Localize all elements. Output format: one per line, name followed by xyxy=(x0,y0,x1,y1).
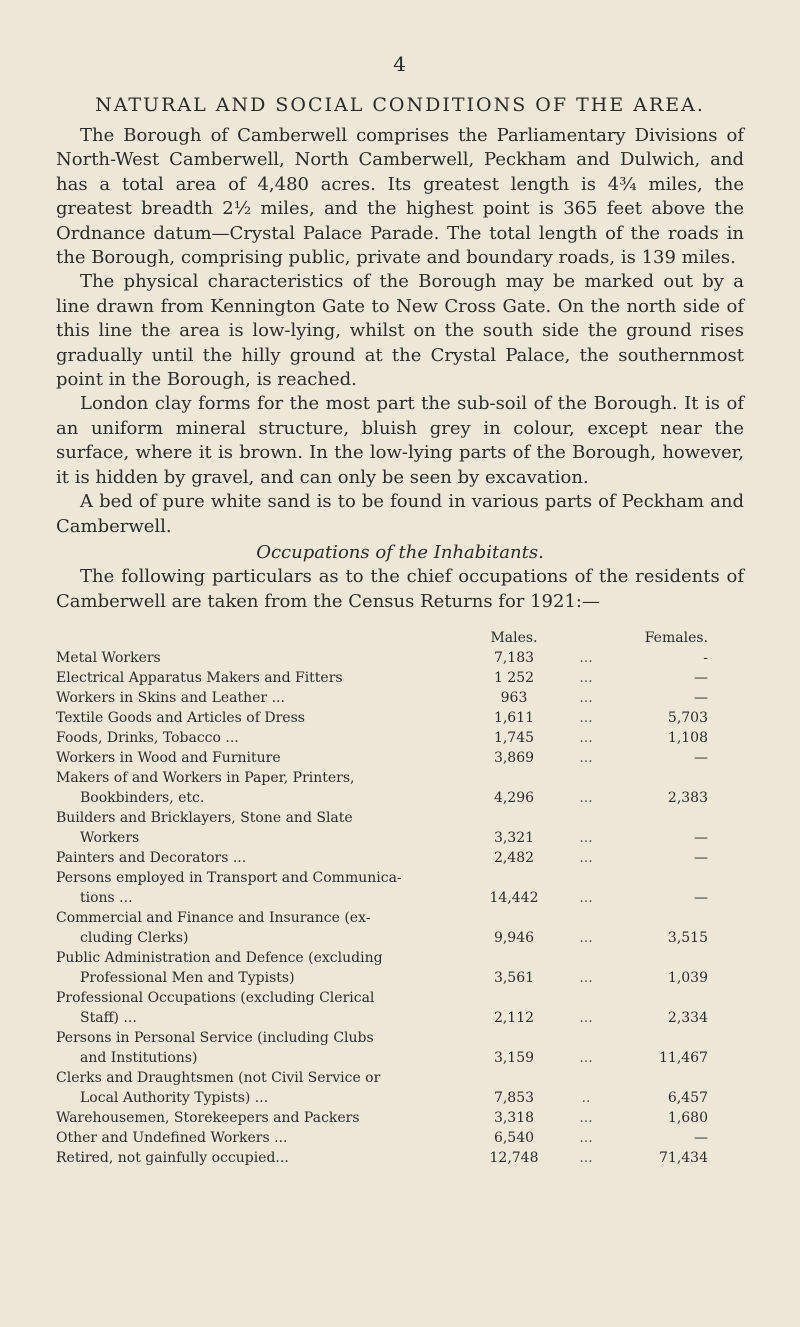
leader-dots: ... xyxy=(579,710,593,727)
females-count: 6,457 xyxy=(667,1090,708,1107)
leader-dots: ... xyxy=(579,1130,593,1147)
leader-dots: ... xyxy=(579,650,593,667)
females-count: — xyxy=(694,750,708,767)
occupation-label-line1: Builders and Bricklayers, Stone and Slate xyxy=(56,810,353,827)
occupation-label-line1: Professional Occupations (excluding Clerical xyxy=(56,990,375,1007)
males-count: 3,318 xyxy=(493,1110,535,1127)
leader-dots: ... xyxy=(579,1110,593,1127)
occupation-label-line1: Textile Goods and Articles of Dress xyxy=(56,710,305,727)
occupation-label-line2: Bookbinders, etc. xyxy=(80,790,205,807)
females-count: 1,108 xyxy=(667,730,708,747)
leader-dots: ... xyxy=(579,930,593,947)
paragraph-physical-characteristics: The physical characteristics of the Borough may be marked out by a line drawn from Kennington Gate to New Cross Gate. On the north side of this line the area is low-lying, whilst on the south side the ground rises gradually until the hilly ground at the Crystal Palace, the southernmost point in the Borough, is reached. xyxy=(56,271,744,391)
males-count: 3,869 xyxy=(493,750,535,767)
males-count: 1,611 xyxy=(493,710,535,727)
occupation-label-line1: Persons employed in Transport and Communica- xyxy=(56,870,402,887)
females-count: — xyxy=(694,850,708,867)
occupation-label xyxy=(56,688,464,708)
occupation-label-line1: Metal Workers xyxy=(56,650,161,667)
occupation-label-line1: Foods, Drinks, Tobacco ... xyxy=(56,730,239,747)
females-count: 5,703 xyxy=(667,710,708,727)
occupation-label xyxy=(56,768,464,808)
occupation-label-line2: and Institutions) xyxy=(80,1050,198,1067)
occupation-label-line1: Public Administration and Defence (excluding xyxy=(56,950,383,967)
females-count: 1,039 xyxy=(667,970,708,987)
leader-dots: ... xyxy=(579,830,593,847)
occupation-label-line1: Makers of and Workers in Paper, Printers, xyxy=(56,770,355,787)
occupation-label-line2: Staff) ... xyxy=(80,1010,137,1027)
occupation-label-line1: Other and Undefined Workers ... xyxy=(56,1130,288,1147)
occupation-label xyxy=(56,908,464,948)
table-row xyxy=(56,768,708,808)
occupation-label xyxy=(56,748,464,768)
females-count: — xyxy=(694,830,708,847)
table-row xyxy=(56,728,708,748)
leader-dots: ... xyxy=(579,890,593,907)
males-count: 7,183 xyxy=(493,650,535,667)
table-row xyxy=(56,868,708,908)
paragraph-sub-soil: London clay forms for the most part the sub-soil of the Borough. It is of an uniform mineral structure, bluish grey in colour, except near the surface, where it is brown. In the low-lying parts of the Borough, however, it is hidden by gravel, and can only be seen by excavation. xyxy=(56,393,744,488)
occupation-label-line2: tions ... xyxy=(80,890,133,907)
document-page xyxy=(56,52,744,1168)
occupation-label xyxy=(56,708,464,728)
table-row xyxy=(56,688,708,708)
leader-dots: ... xyxy=(579,790,593,807)
table-row xyxy=(56,1068,708,1108)
table-row xyxy=(56,648,708,668)
females-count: 2,383 xyxy=(667,790,708,807)
table-row xyxy=(56,1108,708,1128)
table-row xyxy=(56,1028,708,1068)
page-number: 4 xyxy=(393,52,407,76)
occupation-label xyxy=(56,988,464,1028)
table-row xyxy=(56,1148,708,1168)
occupation-label-line1: Workers in Wood and Furniture xyxy=(56,750,281,767)
occupation-label-line1: Painters and Decorators ... xyxy=(56,850,247,867)
females-count: — xyxy=(694,890,708,907)
males-count: 2,482 xyxy=(493,850,535,867)
females-count: — xyxy=(694,1130,708,1147)
occupations-table-body xyxy=(56,648,708,1168)
paragraph-white-sand: A bed of pure white sand is to be found in various parts of Peckham and Camberwell. xyxy=(56,491,744,537)
occupation-label xyxy=(56,648,464,668)
occupation-label-line1: Workers in Skins and Leather ... xyxy=(56,690,285,707)
occupation-label xyxy=(56,808,464,848)
females-count: - xyxy=(703,650,708,667)
header-occupation xyxy=(56,628,464,648)
occupation-label xyxy=(56,948,464,988)
occupation-label xyxy=(56,1068,464,1108)
table-row xyxy=(56,848,708,868)
males-count: 3,159 xyxy=(493,1050,535,1067)
table-row xyxy=(56,908,708,948)
leader-dots: ... xyxy=(579,730,593,747)
header-gap xyxy=(564,628,608,648)
table-row xyxy=(56,1128,708,1148)
females-count: 1,680 xyxy=(667,1110,708,1127)
males-count: 1,745 xyxy=(493,730,535,747)
table-row xyxy=(56,808,708,848)
occupation-label xyxy=(56,728,464,748)
leader-dots: .. xyxy=(581,1090,591,1107)
occupation-label xyxy=(56,1108,464,1128)
females-count: 11,467 xyxy=(659,1050,708,1067)
table-header-row xyxy=(56,628,708,648)
males-count: 963 xyxy=(500,690,528,707)
females-count: 71,434 xyxy=(659,1150,708,1167)
leader-dots: ... xyxy=(579,1050,593,1067)
leader-dots: ... xyxy=(579,970,593,987)
occupation-label-line2: Local Authority Typists) ... xyxy=(80,1090,269,1107)
males-count: 9,946 xyxy=(493,930,535,947)
occupation-label-line2: Workers xyxy=(80,830,140,847)
leader-dots: ... xyxy=(579,750,593,767)
females-count: 2,334 xyxy=(667,1010,708,1027)
occupation-label-line2: cluding Clerks) xyxy=(80,930,189,947)
occupation-label-line1: Clerks and Draughtsmen (not Civil Service or xyxy=(56,1070,381,1087)
occupation-label xyxy=(56,1128,464,1148)
leader-dots: ... xyxy=(579,1010,593,1027)
occupation-label-line2: Professional Men and Typists) xyxy=(80,970,295,987)
occupations-subheading: Occupations of the Inhabitants. xyxy=(256,541,544,563)
leader-dots: ... xyxy=(579,850,593,867)
occupation-label-line1: Retired, not gainfully occupied... xyxy=(56,1150,289,1167)
males-count: 3,321 xyxy=(493,830,535,847)
females-count: 3,515 xyxy=(667,930,708,947)
occupation-label xyxy=(56,668,464,688)
occupation-label-line1: Electrical Apparatus Makers and Fitters xyxy=(56,670,343,687)
leader-dots: ... xyxy=(579,1150,593,1167)
females-count: — xyxy=(694,670,708,687)
leader-dots: ... xyxy=(579,690,593,707)
header-males: Males. xyxy=(490,630,538,647)
occupation-label-line1: Persons in Personal Service (including Clubs xyxy=(56,1030,374,1047)
occupation-label xyxy=(56,848,464,868)
occupation-label xyxy=(56,1028,464,1068)
males-count: 2,112 xyxy=(493,1010,535,1027)
males-count: 6,540 xyxy=(493,1130,535,1147)
occupation-label xyxy=(56,868,464,908)
occupation-label-line1: Commercial and Finance and Insurance (ex- xyxy=(56,910,371,927)
section-heading: NATURAL AND SOCIAL CONDITIONS OF THE AREA. xyxy=(95,94,705,116)
table-row xyxy=(56,668,708,688)
occupation-label-line1: Warehousemen, Storekeepers and Packers xyxy=(56,1110,360,1127)
occupation-label xyxy=(56,1148,464,1168)
males-count: 12,748 xyxy=(489,1150,539,1167)
table-row xyxy=(56,748,708,768)
table-row xyxy=(56,948,708,988)
males-count: 1 252 xyxy=(493,670,535,687)
males-count: 3,561 xyxy=(493,970,535,987)
header-females: Females. xyxy=(644,630,708,647)
occupations-table xyxy=(56,628,708,1168)
females-count: — xyxy=(694,690,708,707)
occupations-intro: The following particulars as to the chief occupations of the residents of Camberwell are taken from the Census Returns for 1921:— xyxy=(56,566,744,612)
table-row xyxy=(56,988,708,1028)
paragraph-borough-description: The Borough of Camberwell comprises the Parliamentary Divisions of North-West Camberwell, North Camberwell, Peckham and Dulwich, and has a total area of 4,480 acres. Its greatest length is 4¾ miles, the greatest breadth 2½ miles, and the highest point is 365 feet above the Ordnance datum—Crystal Palace Parade. The total length of the roads in the Borough, comprising public, private and boundary roads, is 139 miles. xyxy=(56,125,744,269)
males-count: 7,853 xyxy=(493,1090,535,1107)
males-count: 4,296 xyxy=(493,790,535,807)
table-row xyxy=(56,708,708,728)
males-count: 14,442 xyxy=(489,890,539,907)
leader-dots: ... xyxy=(579,670,593,687)
